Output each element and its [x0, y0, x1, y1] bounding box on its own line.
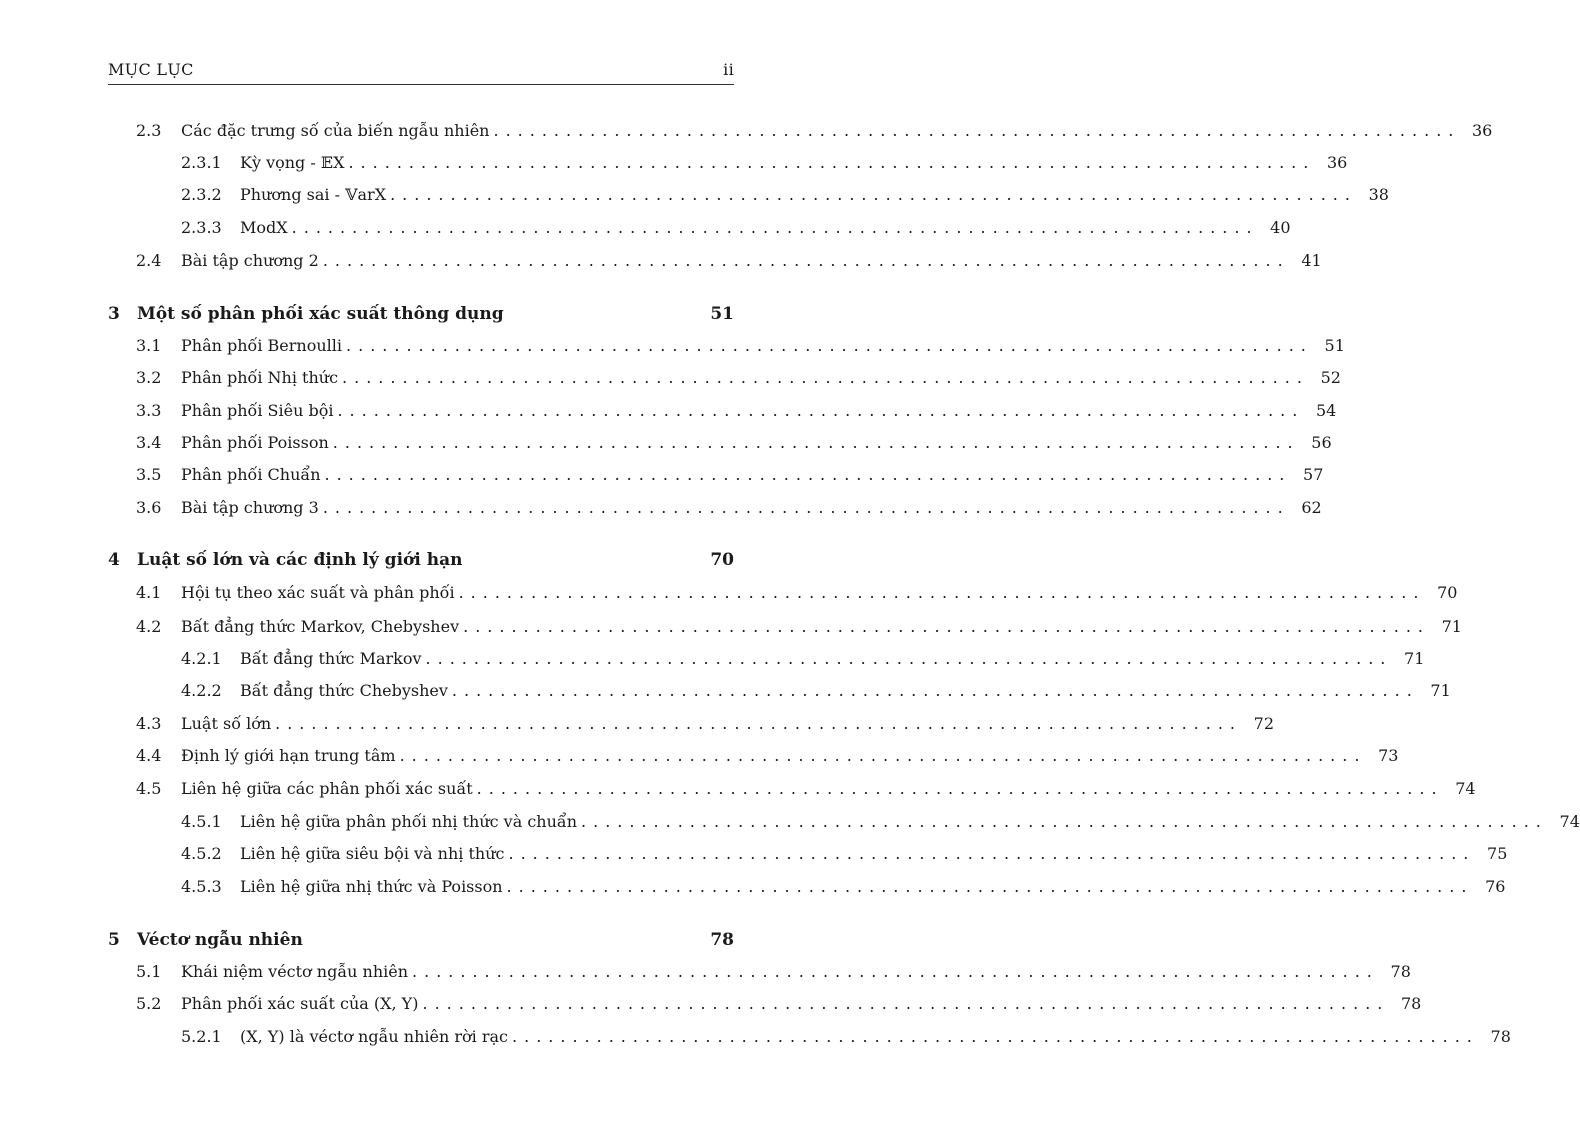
toc-entry-page: 72: [1253, 714, 1274, 733]
toc-entry-number: 4.5.1: [181, 812, 222, 831]
toc-entry-page: 38: [1368, 185, 1389, 204]
toc-entry-page: 36: [1472, 121, 1493, 140]
toc-entry-2-4[interactable]: [108, 250, 1322, 272]
toc-entry-3-6[interactable]: [108, 497, 1322, 519]
toc-entry-number: 4.5: [136, 779, 162, 798]
toc-entry-page: 74: [1455, 779, 1476, 798]
toc-entry-number: 2.4: [136, 251, 162, 270]
toc-entry-page: 78: [1490, 1027, 1511, 1046]
toc-entry-3[interactable]: [108, 303, 734, 325]
dot-leader: ................................................................................: [275, 714, 1242, 733]
toc-entry-page: 76: [1485, 877, 1506, 896]
toc-entry-title: Bất đẳng thức Markov, Chebyshev: [181, 617, 460, 636]
toc-entry-title: Định lý giới hạn trung tâm: [181, 746, 396, 765]
dot-leader: ................................................................................: [322, 251, 1290, 270]
toc-entry-title: (X, Y) là véctơ ngẫu nhiên rời rạc: [240, 1027, 509, 1046]
dot-leader: ................................................................................: [322, 498, 1290, 517]
toc-entry-number: 3.1: [136, 336, 162, 355]
toc-entry-page: 36: [1326, 153, 1348, 172]
toc-entry-title: Phân phối Poisson: [181, 433, 329, 452]
toc-entry-4-5[interactable]: [108, 778, 1476, 800]
toc-entry-number: 2.3.2: [181, 185, 222, 204]
toc-entry-page: 52: [1320, 368, 1341, 387]
dot-leader: ................................................................................: [399, 746, 1367, 765]
toc-entry-page: 40: [1270, 218, 1291, 237]
toc-entry-number: 5.1: [136, 962, 162, 981]
toc-entry-number: 4.4: [136, 746, 162, 765]
toc-entry-number: 4.2: [136, 617, 162, 636]
toc-entry-page: 71: [1430, 681, 1451, 700]
dot-leader: ................................................................................: [342, 368, 1309, 387]
toc-entry-number: 2.3: [136, 121, 162, 140]
toc-entry-title: Bất đẳng thức Chebyshev: [240, 681, 448, 700]
dot-leader: ................................................................................: [463, 617, 1430, 636]
toc-entry-title: Phân phối xác suất của (X, Y): [181, 994, 419, 1013]
dot-leader: ................................................................................: [348, 153, 1316, 172]
toc-entry-4-3[interactable]: [108, 713, 1274, 735]
toc-entry-4-5-3[interactable]: [108, 876, 1506, 898]
toc-entry-page: 78: [710, 930, 734, 950]
toc-entry-title: Phân phối Siêu bội: [181, 401, 334, 420]
toc-entry-number: 4.2.2: [181, 681, 222, 700]
toc-entry-page: 75: [1487, 844, 1508, 863]
toc-entry-title: Phân phối Nhị thức: [181, 368, 339, 387]
toc-entry-title: Liên hệ giữa các phân phối xác suất: [181, 779, 473, 798]
toc-entry-title: Luật số lớn và các định lý giới hạn: [137, 550, 463, 570]
toc-entry-title: Bất đẳng thức Markov: [240, 649, 422, 668]
toc-entry-number: 3.3: [136, 401, 162, 420]
dot-leader: ................................................................................: [506, 877, 1474, 896]
running-header: [108, 58, 734, 85]
toc-entry-2-3[interactable]: [108, 120, 1493, 142]
toc-entry-number: 5.2.1: [181, 1027, 222, 1046]
toc-entry-title: Các đặc trưng số của biến ngẫu nhiên: [181, 121, 490, 140]
toc-entry-number: 4.3: [136, 714, 162, 733]
dot-leader: ................................................................................: [512, 1027, 1479, 1046]
toc-entry-5-1[interactable]: [108, 961, 1411, 983]
dot-leader: ................................................................................: [451, 681, 1419, 700]
toc-entry-title: Bài tập chương 3: [181, 498, 319, 517]
toc-entry-page: 62: [1301, 498, 1322, 517]
toc-entry-number: 5: [108, 930, 120, 950]
header-title: MỤC LỤC: [108, 60, 194, 79]
toc-entry-4-5-2[interactable]: [108, 843, 1508, 865]
toc-entry-page: 78: [1390, 962, 1411, 981]
toc-entry-title: Khái niệm véctơ ngẫu nhiên: [181, 962, 409, 981]
toc-entry-5[interactable]: [108, 929, 734, 951]
dot-leader: ................................................................................: [476, 779, 1444, 798]
toc-entry-title: Phân phối Bernoulli: [181, 336, 343, 355]
toc-entry-page: 57: [1303, 465, 1324, 484]
toc-entry-5-2[interactable]: [108, 993, 1422, 1015]
toc-entry-2-3-3[interactable]: [108, 217, 1291, 239]
dot-leader: ................................................................................: [324, 465, 1292, 484]
dot-leader: ................................................................................: [332, 433, 1300, 452]
toc-entry-page: 54: [1315, 401, 1337, 420]
dot-leader: ................................................................................: [581, 812, 1548, 831]
toc-entry-3-5[interactable]: [108, 464, 1324, 486]
toc-entry-title: Một số phân phối xác suất thông dụng: [137, 304, 504, 324]
toc-entry-title: Hội tụ theo xác suất và phân phối: [181, 583, 455, 602]
toc-entry-4-1[interactable]: [108, 582, 1458, 604]
toc-entry-title: Kỳ vọng - 𝔼X: [240, 153, 345, 172]
toc-entry-number: 4.5.3: [181, 877, 222, 896]
toc-entry-page: 73: [1378, 746, 1399, 765]
toc-entry-4-2-1[interactable]: [108, 648, 1425, 670]
toc-entry-page: 41: [1301, 251, 1322, 270]
toc-entry-4-2[interactable]: [108, 616, 1462, 638]
toc-entry-page: 78: [1401, 994, 1422, 1013]
toc-entry-number: 3.2: [136, 368, 162, 387]
toc-entry-4-4[interactable]: [108, 745, 1399, 767]
toc-entry-number: 4.2.1: [181, 649, 222, 668]
toc-entry-title: Liên hệ giữa siêu bội và nhị thức: [240, 844, 505, 863]
toc-entry-number: 4.5.2: [181, 844, 222, 863]
toc-entry-4[interactable]: [108, 549, 734, 571]
toc-entry-4-2-2[interactable]: [108, 680, 1451, 702]
toc-entry-title: ModX: [240, 218, 288, 237]
toc-entry-number: 2.3.1: [181, 153, 222, 172]
toc-entry-3-2[interactable]: [108, 367, 1341, 389]
toc-entry-number: 3: [108, 304, 120, 324]
dot-leader: ................................................................................: [422, 994, 1390, 1013]
toc-entry-5-2-1[interactable]: [108, 1026, 1511, 1048]
toc-entry-title: Phương sai - 𝕍arX: [240, 185, 387, 204]
toc-entry-number: 4: [108, 550, 120, 570]
toc-entry-page: 71: [1404, 649, 1425, 668]
toc-entry-3-3[interactable]: [108, 400, 1337, 422]
toc-entry-number: 2.3.3: [181, 218, 222, 237]
dot-leader: ................................................................................: [425, 649, 1393, 668]
toc-entry-3-4[interactable]: [108, 432, 1332, 454]
toc-entry-number: 5.2: [136, 994, 162, 1013]
toc-entry-2-3-2[interactable]: [108, 184, 1389, 206]
dot-leader: ................................................................................: [508, 844, 1476, 863]
dot-leader: ................................................................................: [337, 401, 1305, 420]
toc-entry-page: 74: [1559, 812, 1580, 831]
toc-entry-4-5-1[interactable]: [108, 811, 1580, 833]
toc-entry-number: 3.6: [136, 498, 162, 517]
dot-leader: ................................................................................: [346, 336, 1313, 355]
toc-entry-title: Liên hệ giữa nhị thức và Poisson: [240, 877, 503, 896]
toc-entry-title: Véctơ ngẫu nhiên: [137, 930, 303, 950]
toc-entry-page: 70: [710, 550, 734, 570]
dot-leader: ................................................................................: [390, 185, 1357, 204]
toc-entry-number: 4.1: [136, 583, 162, 602]
toc-entry-title: Phân phối Chuẩn: [181, 465, 321, 484]
toc-entry-page: 56: [1311, 433, 1332, 452]
toc-entry-page: 51: [710, 304, 734, 324]
dot-leader: ................................................................................: [493, 121, 1461, 140]
dot-leader: ................................................................................: [412, 962, 1379, 981]
toc-entry-title: Liên hệ giữa phân phối nhị thức và chuẩn: [240, 812, 578, 831]
toc-entry-number: 3.4: [136, 433, 162, 452]
dot-leader: ................................................................................: [458, 583, 1426, 602]
header-page-number: ii: [723, 60, 734, 79]
toc-entry-title: Bài tập chương 2: [181, 251, 319, 270]
toc-entry-title: Luật số lớn: [181, 714, 272, 733]
toc-entry-2-3-1[interactable]: [108, 152, 1348, 174]
toc-entry-3-1[interactable]: [108, 335, 1345, 357]
toc-entry-page: 51: [1324, 336, 1345, 355]
toc-entry-number: 3.5: [136, 465, 162, 484]
dot-leader: ................................................................................: [291, 218, 1259, 237]
toc-entry-page: 71: [1441, 617, 1462, 636]
toc-entry-page: 70: [1437, 583, 1458, 602]
